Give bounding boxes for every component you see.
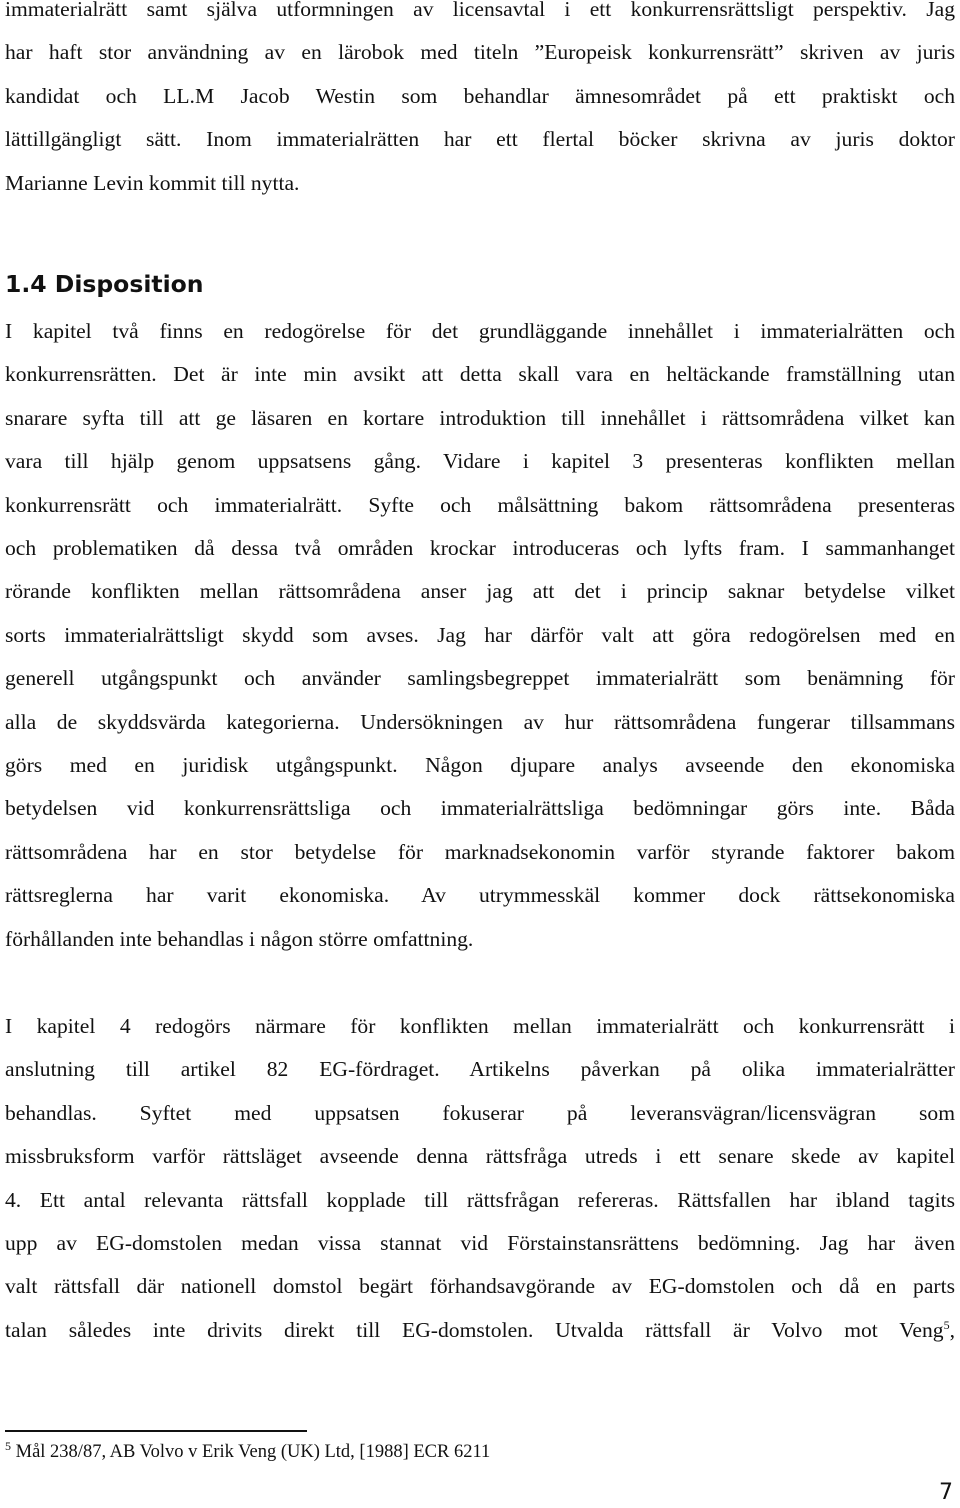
footnote-text: Mål 238/87, AB Volvo v Erik Veng (UK) Ltd, [1988] ECR 6211 (11, 1442, 491, 1462)
intro-paragraph (5, 0, 955, 205)
text-line: har haft stor användning av en lärobok med titeln ”Europeisk konkurrensrätt” skriven av juris (5, 40, 955, 65)
footnote (5, 1437, 490, 1467)
text-line: 4. Ett antal relevanta rättsfall kopplade till rättsfrågan refereras. Rättsfallen har ibland tagits (5, 1187, 955, 1212)
text-line: I kapitel 4 redogörs närmare för konflikten mellan immaterialrätt och konkurrensrätt i (5, 1014, 955, 1038)
text-line: Marianne Levin kommit till nytta. (5, 170, 300, 195)
document-page (5, 0, 955, 1505)
text-line: konkurrensrätten. Det är inte min avsikt att detta skall vara en heltäckande framställning utan (5, 362, 955, 387)
text-line: rättsreglerna har varit ekonomiska. Av utrymmesskäl kommer dock rättsekonomiska (5, 883, 955, 908)
text-line-tail: , (949, 1317, 955, 1342)
disposition-paragraph-2 (5, 1005, 955, 1352)
text-line: rörande konflikten mellan rättsområdena anser jag att det i princip saknar betydelse vilket (5, 579, 955, 604)
text-line: anslutning till artikel 82 EG-fördraget. Artikelns påverkan på olika immaterialrätter (5, 1057, 955, 1082)
text-line: upp av EG-domstolen medan vissa stannat vid Förstainstansrättens bedömning. Jag har även (5, 1231, 955, 1256)
text-line: betydelsen vid konkurrensrättsliga och immaterialrättsliga bedömningar görs inte. Båda (5, 796, 955, 821)
footnote-marker: 5 (5, 1438, 11, 1453)
text-line: valt rättsfall där nationell domstol begärt förhandsavgörande av EG-domstolen och då en parts (5, 1274, 955, 1299)
footnote-reference[interactable]: 5 (943, 1317, 950, 1332)
text-line: görs med en juridisk utgångspunkt. Någon djupare analys avseende den ekonomiska (5, 753, 955, 778)
disposition-paragraph-1 (5, 310, 955, 961)
text-line-body: talan således inte drivits direkt till EG-domstolen. Utvalda rättsfall är Volvo mot Veng (5, 1317, 944, 1342)
text-line: konkurrensrätt och immaterialrätt. Syfte och målsättning bakom rättsområdena presenteras (5, 492, 955, 517)
text-line: rättsområdena har en stor betydelse för marknadsekonomin varför styrande faktorer bakom (5, 839, 955, 864)
page-number: 7 (939, 1480, 953, 1505)
text-line: generell utgångspunkt och använder samlingsbegreppet immaterialrätt som benämning för (5, 666, 955, 691)
text-line: behandlas. Syftet med uppsatsen fokuserar på leveransvägran/licensvägran som (5, 1100, 955, 1125)
text-line: missbruksform varför rättsläget avseende denna rättsfråga utreds i ett senare skede av kapitel (5, 1144, 955, 1169)
text-line: vara till hjälp genom uppsatsens gång. Vidare i kapitel 3 presenteras konflikten mellan (5, 449, 955, 474)
text-line-with-footnote-ref (5, 1309, 955, 1352)
text-line: förhållanden inte behandlas i någon större omfattning. (5, 926, 474, 951)
text-line: alla de skyddsvärda kategorierna. Undersökningen av hur rättsområdena fungerar tillsammans (5, 709, 955, 734)
text-line: lättillgängligt sätt. Inom immaterialrätten har ett flertal böcker skrivna av juris doktor (5, 127, 955, 152)
text-line: kandidat och LL.M Jacob Westin som behandlar ämnesområdet på ett praktiskt och (5, 83, 955, 108)
text-line: snarare syfta till att ge läsaren en kortare introduktion till innehållet i rättsområdena vilket kan (5, 405, 955, 430)
text-line: I kapitel två finns en redogörelse för det grundläggande innehållet i immaterialrätten och (5, 319, 955, 343)
text-line: sorts immaterialrättsligt skydd som avses. Jag har därför valt att göra redogörelsen med en (5, 622, 955, 647)
section-heading: 1.4 Disposition (5, 270, 204, 298)
text-line: immaterialrätt samt själva utformningen av licensavtal i ett konkurrensrättsligt perspektiv. Jag (5, 0, 955, 21)
text-line: och problematiken då dessa två områden krockar introduceras och lyfts fram. I sammanhanget (5, 536, 955, 561)
footnote-separator (5, 1430, 307, 1432)
